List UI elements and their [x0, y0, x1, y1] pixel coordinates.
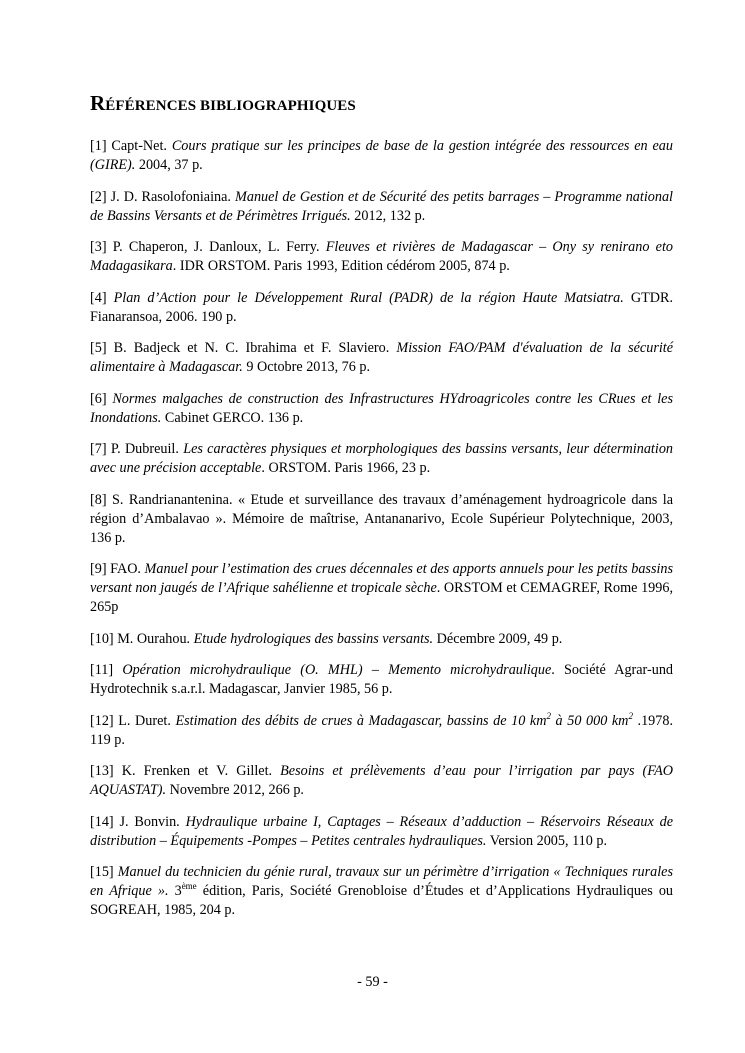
ref-authors: FAO. [110, 561, 141, 577]
ref-num: [9] [90, 561, 107, 577]
title-rest: ÉFÉRENCES BIBLIOGRAPHIQUES [105, 98, 356, 114]
ref-details: 2004, 37 p. [138, 157, 203, 173]
ref-title: Plan d’Action pour le Développement Rural (PADR) de la région Haute Matsiatra. [113, 289, 624, 306]
reference-4 [90, 289, 673, 327]
ref-details: . ORSTOM et CEMAGREF, Rome 1996, 265p [90, 580, 673, 615]
ref-num: [8] [90, 491, 107, 508]
reference-3 [90, 238, 673, 276]
ref-title: Besoins et prélèvements d’eau pour l’irrigation par pays (FAO AQUASTAT). [90, 763, 674, 798]
ref-title: Opération microhydraulique (O. MHL) – Memento microhydraulique [122, 662, 552, 678]
ref-authors: P. Chaperon, J. Danloux, L. Ferry. [112, 239, 320, 255]
ref-num: [15] [90, 864, 114, 880]
reference-11 [90, 661, 673, 699]
ref-num: [5] [90, 340, 107, 356]
reference-7 [90, 440, 673, 478]
ref-num: [3] [90, 239, 107, 255]
ref-num: [2] [90, 188, 107, 205]
reference-15 [90, 863, 673, 920]
ref-num: [11] [90, 662, 114, 678]
ref-num: [12] [90, 712, 114, 729]
ref-details: 3 [174, 883, 182, 899]
ref-num: [7] [90, 441, 107, 457]
ref-authors: M. Ourahou. [117, 630, 191, 647]
reference-5 [90, 339, 673, 377]
reference-9 [90, 560, 673, 617]
ref-details: 9 Octobre 2013, 76 p. [246, 359, 371, 375]
ref-title: Les caractères physiques et morphologiques des bassins versants, leur détermination avec une précision acceptable [90, 441, 674, 476]
ref-authors: P. Dubreuil. [110, 441, 179, 457]
ref-title: Cours pratique sur les principes de base de la gestion intégrée des ressources en eau (GIRE). [90, 138, 673, 173]
superscript: 2 [546, 710, 551, 721]
ref-num: [13] [90, 763, 114, 779]
ref-title: Fleuves et rivières de Madagascar – Ony sy renirano eto Madagasikara [90, 239, 674, 274]
reference-13 [90, 762, 673, 800]
ref-details: « Etude et surveillance des travaux d’aménagement hydroagricole dans la région d’Ambalavao ». Mémoire de maîtrise, Antananarivo, Ecole Supérieur Polytechnique, 2003, 136 p. [90, 491, 674, 546]
ref-title: Hydraulique urbaine I, Captages – Réseaux d’adduction – Réservoirs Réseaux de distribution – Équipements -Pompes – Petites centrales hydrauliques. [90, 813, 673, 849]
ref-title-part: à 50 000 km [550, 712, 629, 729]
reference-1 [90, 137, 673, 175]
ref-details: . IDR ORSTOM. Paris 1993, Edition cédérom 2005, 874 p. [172, 258, 510, 274]
ref-details-cont: édition, Paris, Société Grenobloise d’Études et d’Applications Hydrauliques ou SOGREAH, 1985, 204 p. [90, 883, 674, 918]
ref-details: Cabinet GERCO. 136 p. [164, 409, 304, 426]
page-number: - 59 - [357, 974, 388, 990]
ref-num: [4] [90, 289, 107, 306]
ref-details: Novembre 2012, 266 p. [169, 782, 304, 798]
ref-authors: J. Bonvin. [119, 813, 180, 830]
reference-10 [90, 630, 673, 649]
reference-12 [90, 712, 673, 750]
ref-authors: B. Badjeck et N. C. Ibrahima et F. Slaviero. [113, 340, 390, 356]
ref-num: [10] [90, 630, 114, 647]
ref-title [175, 710, 633, 729]
ref-details: 2012, 132 p. [354, 207, 426, 224]
reference-6 [90, 390, 673, 428]
ref-details: GTDR. Fianaransoa, 2006. 190 p. [90, 289, 674, 325]
ref-num: [14] [90, 813, 114, 830]
ref-title-part: Estimation des débits de crues à Madagascar, bassins de 10 km [175, 712, 547, 729]
reference-list [90, 137, 673, 933]
superscript: ème [181, 881, 197, 891]
ref-title: Manuel de Gestion et de Sécurité des petits barrages – Programme national de Bassins Versants et de Périmètres Irrigués. [90, 188, 673, 224]
ref-title: Etude hydrologiques des bassins versants. [193, 630, 434, 647]
title-first-letter: R [90, 91, 106, 115]
ref-details: . ORSTOM. Paris 1966, 23 p. [261, 460, 431, 476]
reference-2 [90, 188, 673, 226]
ref-title: Normes malgaches de construction des Infrastructures HYdroagricoles contre les CRues et les Inondations. [90, 390, 673, 426]
ref-authors: J. D. Rasolofoniaina. [110, 188, 231, 205]
ref-details: Version 2005, 110 p. [489, 832, 608, 849]
ref-details: . Société Agrar-und Hydrotechnik s.a.r.l. Madagascar, Janvier 1985, 56 p. [90, 662, 674, 697]
page-title [90, 91, 356, 116]
ref-authors: K. Frenken et V. Gillet. [121, 763, 273, 779]
ref-authors: S. Randrianantenina. [112, 491, 233, 508]
ref-details: .1978. 119 p. [90, 712, 673, 748]
ref-title: Mission FAO/PAM d'évaluation de la sécurité alimentaire à Madagascar. [90, 340, 674, 375]
reference-14 [90, 813, 673, 851]
ref-num: [6] [90, 390, 107, 407]
ref-title: Manuel pour l’estimation des crues décennales et des apports annuels pour les petits bassins versant non jaugés de l’Afrique sahélienne et tropicale sèche [90, 561, 674, 596]
ref-authors: L. Duret. [118, 712, 171, 729]
ref-authors: Capt-Net. [111, 138, 167, 154]
ref-title: Manuel du technicien du génie rural, travaux sur un périmètre d’irrigation « Techniques rurales en Afrique ». [90, 864, 673, 899]
superscript: 2 [628, 710, 633, 721]
ref-num: [1] [90, 138, 107, 154]
reference-8 [90, 491, 673, 548]
ref-details: Décembre 2009, 49 p. [436, 630, 563, 647]
